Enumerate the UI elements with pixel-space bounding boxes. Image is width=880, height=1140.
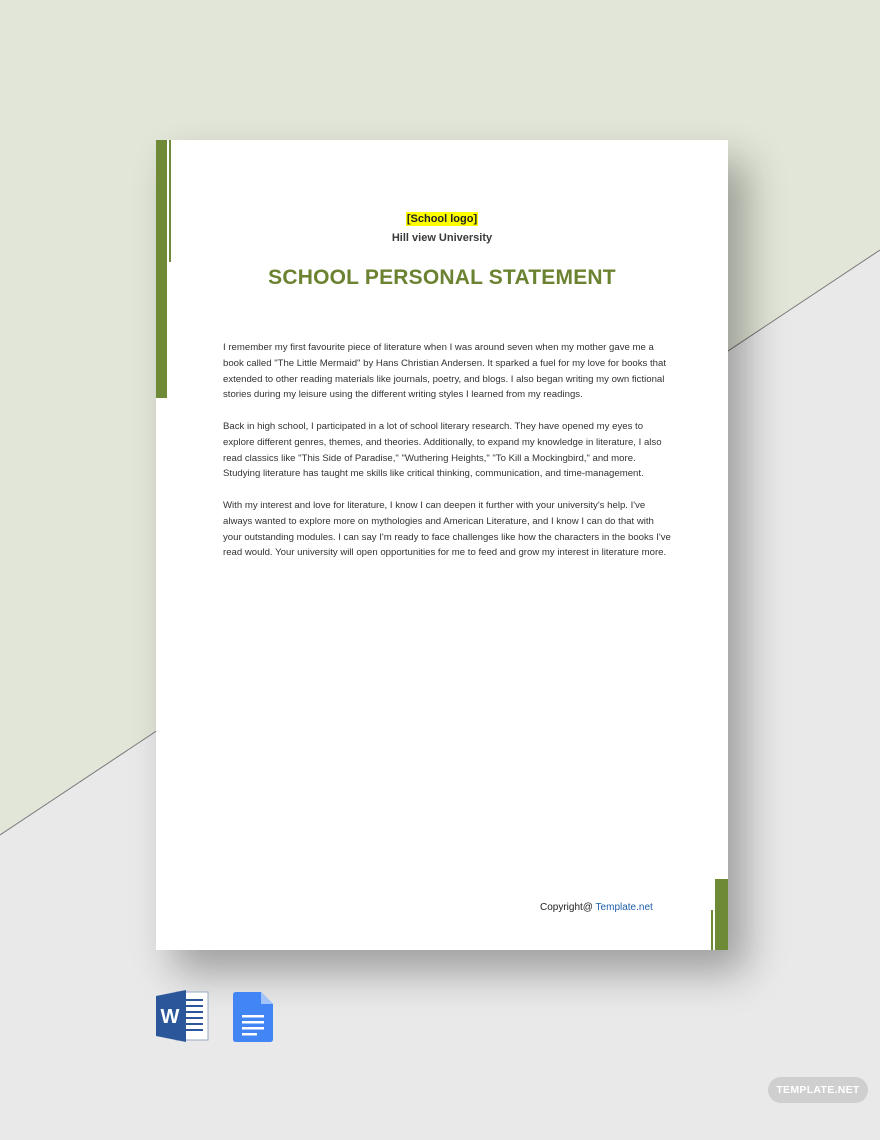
copyright-prefix: Copyright@ bbox=[540, 902, 596, 913]
right-accent-bar bbox=[715, 879, 728, 950]
word-icon[interactable] bbox=[156, 990, 210, 1042]
right-accent-line bbox=[711, 910, 713, 950]
school-logo-text: [School logo] bbox=[406, 213, 478, 225]
copyright-notice bbox=[540, 902, 653, 913]
word-icon-letter: W bbox=[160, 1006, 180, 1028]
statement-body bbox=[223, 340, 671, 577]
document-page bbox=[156, 140, 728, 950]
document-title: SCHOOL PERSONAL STATEMENT bbox=[268, 266, 616, 289]
university-name: Hill view University bbox=[391, 232, 493, 244]
google-docs-icon[interactable] bbox=[233, 992, 273, 1042]
copyright-link[interactable]: Template.net bbox=[595, 902, 653, 913]
paragraph-3: With my interest and love for literature, I know I can deepen it further with your university's help. I've always wanted to explore more on mythologies and American Literature, and I know I can do that with your outstanding modules. I can say I'm ready to face challenges like how the characters in the books I've read would. Your university will open opportunities for me to feed and grow my interest in literature more. bbox=[223, 499, 671, 559]
paragraph-2: Back in high school, I participated in a lot of school literary research. They have opened my eyes to explore different genres, themes, and theories. Additionally, to expand my knowledge in literature, I also read classics like "This Side of Paradise," "Wuthering Heights," "To Kill a Mockingbird," and more. Studying literature has taught me skills like critical thinking, communication, and time-management. bbox=[223, 420, 662, 480]
school-logo-placeholder bbox=[156, 213, 728, 225]
template-net-badge[interactable]: TEMPLATE.NET bbox=[768, 1077, 868, 1103]
paragraph-1: I remember my first favourite piece of literature when I was around seven when my mother gave me a book called "The Little Mermaid" by Hans Christian Andersen. It sparked a fuel for my love for books that extended to other reading materials like journals, poetry, and blogs. I also began writing my own fictional stories during my leisure using the different writing styles I learned from my readings. bbox=[223, 342, 667, 401]
